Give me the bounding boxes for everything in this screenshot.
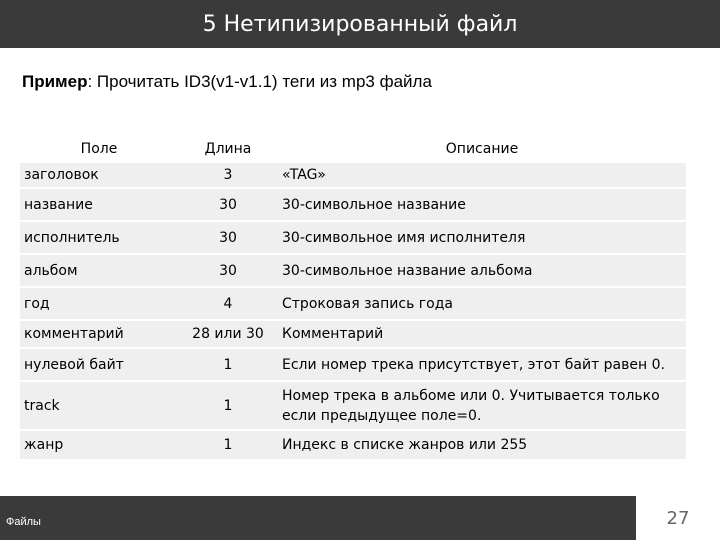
cell-description: Если номер трека присутствует, этот байт равен 0. <box>278 348 686 381</box>
table-row <box>20 254 686 287</box>
page-number: 27 <box>666 507 690 529</box>
cell-length: 30 <box>178 254 278 287</box>
footer-bar <box>0 496 636 540</box>
cell-length: 4 <box>178 287 278 320</box>
cell-description: Строковая запись года <box>278 287 686 320</box>
cell-description: 30-символьное имя исполнителя <box>278 221 686 254</box>
cell-field: track <box>20 381 178 430</box>
table-row <box>20 320 686 348</box>
cell-length: 1 <box>178 348 278 381</box>
example-label: Пример <box>22 72 88 91</box>
table-row <box>20 430 686 459</box>
slide-title: 5 Нетипизированный файл <box>202 11 518 37</box>
table-row <box>20 348 686 381</box>
example-subtitle <box>22 72 432 92</box>
id3-fields-table <box>20 136 686 460</box>
table-header-row <box>20 136 686 162</box>
cell-field: комментарий <box>20 320 178 348</box>
cell-description: Комментарий <box>278 320 686 348</box>
cell-field: жанр <box>20 430 178 459</box>
cell-field: заголовок <box>20 162 178 188</box>
header-length: Длина <box>178 136 278 162</box>
cell-field: название <box>20 188 178 221</box>
cell-description: Номер трека в альбоме или 0. Учитывается только если предыдущее поле=0. <box>278 381 686 430</box>
cell-length: 28 или 30 <box>178 320 278 348</box>
header-description: Описание <box>278 136 686 162</box>
cell-length: 1 <box>178 381 278 430</box>
cell-description: 30-символьное название <box>278 188 686 221</box>
cell-length: 30 <box>178 221 278 254</box>
cell-description: Индекс в списке жанров или 255 <box>278 430 686 459</box>
cell-field: альбом <box>20 254 178 287</box>
cell-field: исполнитель <box>20 221 178 254</box>
cell-field: год <box>20 287 178 320</box>
cell-description: «TAG» <box>278 162 686 188</box>
example-text: : Прочитать ID3(v1-v1.1) теги из mp3 файла <box>87 72 432 91</box>
cell-description: 30-символьное название альбома <box>278 254 686 287</box>
cell-length: 1 <box>178 430 278 459</box>
slide-title-bar <box>0 0 720 48</box>
cell-length: 3 <box>178 162 278 188</box>
footer-label: Файлы <box>6 516 41 528</box>
table-row <box>20 287 686 320</box>
header-field: Поле <box>20 136 178 162</box>
table-row <box>20 162 686 188</box>
table-row <box>20 221 686 254</box>
cell-field: нулевой байт <box>20 348 178 381</box>
table-row <box>20 381 686 430</box>
cell-length: 30 <box>178 188 278 221</box>
table-row <box>20 188 686 221</box>
